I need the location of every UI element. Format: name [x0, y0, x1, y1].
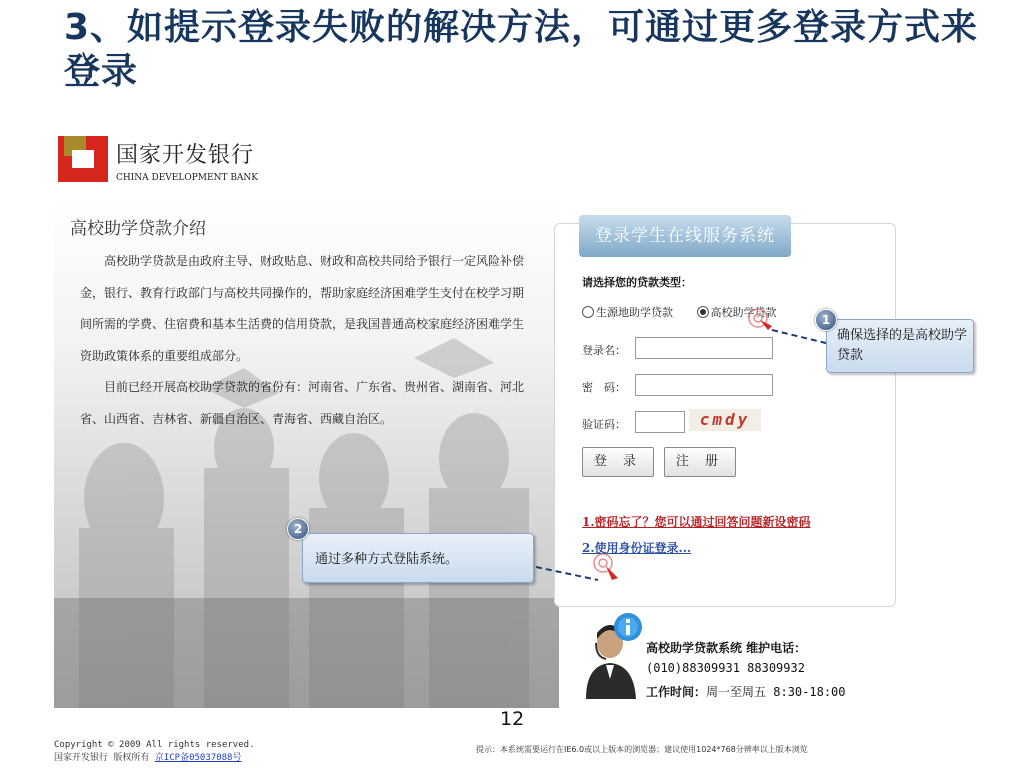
radio-button-checked[interactable] [697, 306, 709, 318]
support-hours [646, 683, 846, 700]
password-row [582, 379, 634, 395]
register-button[interactable]: 注 册 [664, 447, 736, 477]
page-number: 12 [500, 708, 525, 730]
bank-name-english: CHINA DEVELOPMENT BANK [116, 173, 259, 183]
password-label: 密 码： [582, 381, 626, 394]
bank-name: 国家开发银行 [116, 143, 255, 168]
intro-paragraph-2: 目前已经开展高校助学贷款的省份有：河南省、广东省、贵州省、湖南省、河北省、山西省、吉林省、新疆自治区、青海省、西藏自治区。 [80, 380, 525, 426]
intro-text [80, 246, 524, 435]
support-title: 高校助学贷款系统 维护电话： [646, 641, 807, 655]
radio-option-university-loan[interactable] [697, 304, 777, 320]
intro-paragraph-1: 高校助学贷款是由政府主导、财政贴息、财政和高校共同给予银行一定风险补偿金，银行、教育行政部门与高校共同操作的，帮助家庭经济困难学生支付在校学习期间所需的学费、住宿费和基本生活费的信用贷款，是我国普通高校家庭经济困难学生资助政策体系的重要组成部分。 [80, 254, 525, 363]
radio-option-university-loan-label: 高校助学贷款 [710, 306, 777, 319]
callout-1-box: 确保选择的是高校助学贷款 [826, 319, 974, 373]
support-phone: (010)88309931 88309932 [646, 661, 805, 675]
loan-type-radio-group [582, 304, 797, 320]
captcha-row [582, 416, 634, 432]
slide-title: 3、如提示登录失败的解决方法，可通过更多登录方式来登录 [64, 7, 979, 92]
intro-heading: 高校助学贷款介绍 [70, 219, 206, 239]
copyright-text: Copyright © 2009 All rights reserved. [54, 740, 255, 750]
captcha-image[interactable]: cmdy [689, 409, 761, 431]
support-hours-label: 工作时间： [646, 685, 707, 699]
website-screenshot [54, 128, 966, 768]
radio-button-unchecked[interactable] [582, 306, 594, 318]
browser-hint: 提示：本系统需要运行在IE6.0或以上版本的浏览器；建议使用1024*768分辨率以上版本浏览 [476, 745, 808, 754]
login-panel [554, 223, 896, 607]
username-input[interactable] [635, 337, 773, 359]
login-panel-header: 登录学生在线服务系统 [579, 215, 791, 257]
captcha-label: 验证码： [582, 418, 626, 431]
china-development-bank-logo [58, 136, 108, 182]
footer-owner-line [54, 752, 254, 765]
forgot-password-link[interactable]: 1.密码忘了？您可以通过回答问题新设密码 [582, 515, 811, 529]
captcha-input[interactable] [635, 411, 685, 433]
radio-option-local-loan[interactable] [582, 304, 673, 320]
radio-option-local-loan-label: 生源地助学贷款 [596, 306, 673, 319]
support-agent-icon [582, 613, 642, 699]
icp-link[interactable]: 京ICP备05037088号 [154, 753, 242, 763]
password-input[interactable] [635, 374, 773, 396]
support-hours-value: 周一至周五 8:30-18:00 [706, 685, 846, 699]
loan-type-label: 请选择您的贷款类型： [582, 276, 692, 289]
callout-1-badge: 1 [815, 309, 837, 331]
callout-2-badge: 2 [287, 518, 309, 540]
username-row [582, 342, 634, 358]
login-button[interactable]: 登 录 [582, 447, 654, 477]
id-card-login-link[interactable]: 2.使用身份证登录... [582, 541, 692, 555]
footer-copyright [54, 739, 254, 765]
owner-text: 国家开发银行 版权所有 [54, 753, 150, 763]
username-label: 登录名： [582, 344, 626, 357]
callout-2-box: 通过多种方式登陆系统。 [302, 533, 534, 583]
